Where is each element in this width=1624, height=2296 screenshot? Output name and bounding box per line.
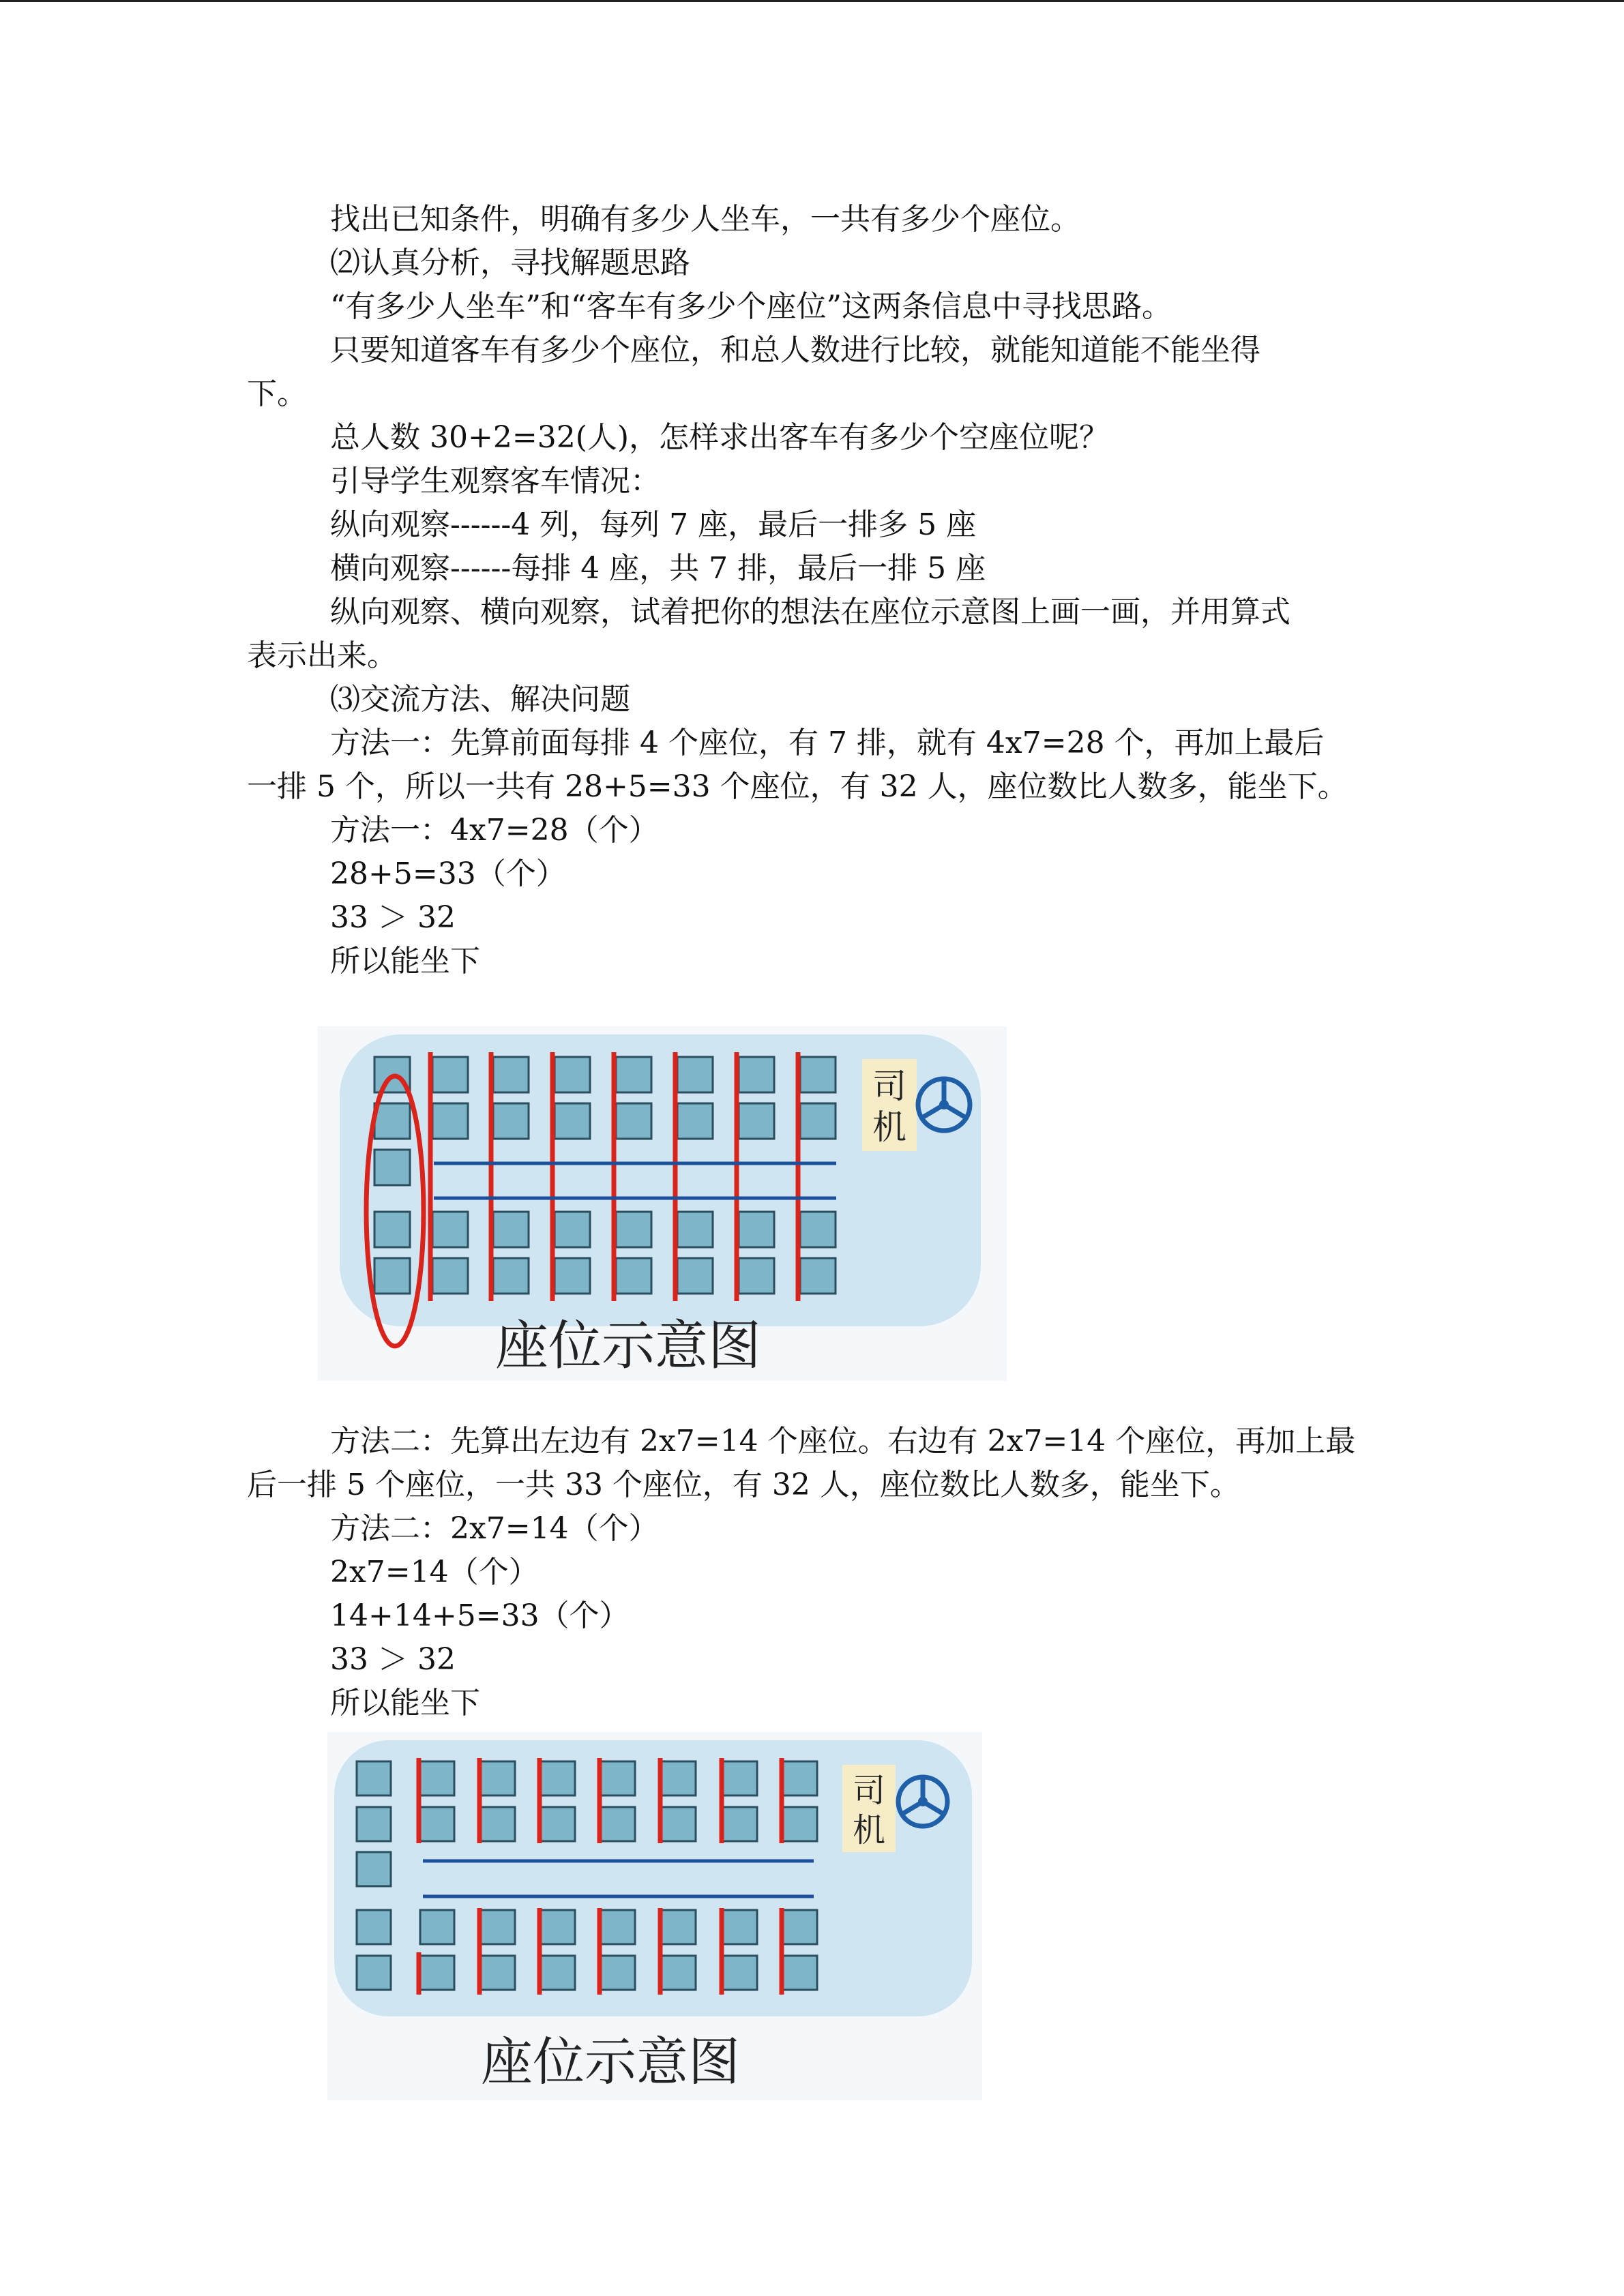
seat [739, 1258, 774, 1294]
seat [616, 1103, 651, 1139]
paragraph-line: 纵向观察------4 列，每列 7 座，最后一排多 5 座 [330, 507, 977, 542]
seat [800, 1258, 836, 1294]
paragraph-line: 14+14+5=33（个） [330, 1598, 630, 1633]
paragraph-line: 2x7=14（个） [330, 1555, 539, 1590]
paragraph-line: 后一排 5 个座位，一共 33 个座位，有 32 人，座位数比人数多，能坐下。 [247, 1467, 1240, 1502]
seat [420, 1956, 454, 1990]
seat [374, 1103, 410, 1139]
driver-label-char-1: 司 [872, 1067, 906, 1106]
seat [420, 1910, 454, 1944]
paragraph-line: 纵向观察、横向观察，试着把你的想法在座位示意图上画一画，并用算式 [330, 595, 1290, 629]
seat [723, 1956, 757, 1990]
driver-label-char-1: 司 [852, 1772, 886, 1810]
seat [432, 1057, 468, 1092]
seat [677, 1103, 713, 1139]
seat [601, 1956, 635, 1990]
seat [662, 1807, 696, 1841]
seat [357, 1956, 391, 1990]
paragraph-line: 所以能坐下 [330, 944, 480, 979]
paragraph-line: 方法一：先算前面每排 4 个座位，有 7 排，就有 4x7=28 个，再加上最后 [330, 726, 1325, 760]
seat [800, 1103, 836, 1139]
seat [616, 1057, 651, 1092]
paragraph-line: 33 ＞ 32 [330, 900, 456, 935]
seat [800, 1057, 836, 1092]
paragraph-line: 引导学生观察客车情况： [330, 464, 660, 498]
seat [432, 1258, 468, 1294]
seat [432, 1103, 468, 1139]
seat [555, 1057, 590, 1092]
seat [662, 1956, 696, 1990]
seat [420, 1807, 454, 1841]
seat [374, 1212, 410, 1247]
paragraph-line: 表示出来。 [247, 638, 397, 673]
seat [723, 1807, 757, 1841]
seat [493, 1057, 529, 1092]
seat [783, 1807, 817, 1841]
driver-label-char-2: 机 [852, 1811, 886, 1849]
seat-diagram-method-1 [318, 1026, 1007, 1381]
seat [555, 1212, 590, 1247]
seat [739, 1057, 774, 1092]
seat [493, 1212, 529, 1247]
paragraph-line: “有多少人坐车”和“客车有多少个座位”这两条信息中寻找思路。 [330, 289, 1172, 324]
figure-caption: 座位示意图 [495, 1315, 762, 1377]
seat [783, 1761, 817, 1795]
seat [481, 1761, 515, 1795]
paragraph-line: ⑶交流方法、解决问题 [330, 682, 630, 717]
driver-label-char-2: 机 [872, 1107, 906, 1147]
seat [357, 1807, 391, 1841]
seat [541, 1761, 575, 1795]
seat [481, 1807, 515, 1841]
seat [739, 1103, 774, 1139]
seat [374, 1258, 410, 1294]
seat [723, 1910, 757, 1944]
seat [601, 1807, 635, 1841]
seat [662, 1761, 696, 1795]
seat [616, 1258, 651, 1294]
paragraph-line: 找出已知条件，明确有多少人坐车，一共有多少个座位。 [330, 202, 1080, 237]
seat [783, 1910, 817, 1944]
paragraph-line: 横向观察------每排 4 座，共 7 排，最后一排 5 座 [330, 551, 986, 586]
seat [783, 1956, 817, 1990]
paragraph-line: 方法二：2x7=14（个） [330, 1511, 659, 1546]
seat [677, 1212, 713, 1247]
paragraph-line: 33 ＞ 32 [330, 1642, 456, 1677]
seat [677, 1258, 713, 1294]
seat [357, 1910, 391, 1944]
paragraph-line: 28+5=33（个） [330, 856, 566, 891]
paragraph-line: 方法一：4x7=28（个） [330, 813, 659, 848]
seat [662, 1910, 696, 1944]
seat [420, 1761, 454, 1795]
seat [357, 1761, 391, 1795]
seat [432, 1212, 468, 1247]
seat [541, 1956, 575, 1990]
paragraph-line: 所以能坐下 [330, 1686, 480, 1720]
figure-caption: 座位示意图 [481, 2031, 740, 2092]
seat [555, 1103, 590, 1139]
seat [723, 1761, 757, 1795]
seat [481, 1956, 515, 1990]
seat [601, 1910, 635, 1944]
seat [493, 1258, 529, 1294]
seat [493, 1103, 529, 1139]
page-top-border [0, 0, 1624, 2]
seat [616, 1212, 651, 1247]
seat [541, 1807, 575, 1841]
seat [601, 1761, 635, 1795]
paragraph-line: 总人数 30+2=32(人)，怎样求出客车有多少个空座位呢？ [330, 420, 1110, 455]
paragraph-line: 方法二：先算出左边有 2x7=14 个座位。右边有 2x7=14 个座位，再加上最 [330, 1424, 1356, 1459]
seat-diagram-method-2 [327, 1732, 982, 2100]
seat [555, 1258, 590, 1294]
seat [481, 1910, 515, 1944]
seat [357, 1852, 391, 1886]
seat [800, 1212, 836, 1247]
seat [739, 1212, 774, 1247]
seat [677, 1057, 713, 1092]
seat [374, 1150, 410, 1185]
paragraph-line: 只要知道客车有多少个座位，和总人数进行比较，就能知道能不能坐得 [330, 333, 1260, 368]
seat [541, 1910, 575, 1944]
paragraph-line: 下。 [247, 376, 307, 411]
paragraph-line: 一排 5 个，所以一共有 28+5=33 个座位，有 32 人，座位数比人数多，能坐下。 [247, 769, 1348, 804]
paragraph-line: ⑵认真分析，寻找解题思路 [330, 245, 690, 280]
